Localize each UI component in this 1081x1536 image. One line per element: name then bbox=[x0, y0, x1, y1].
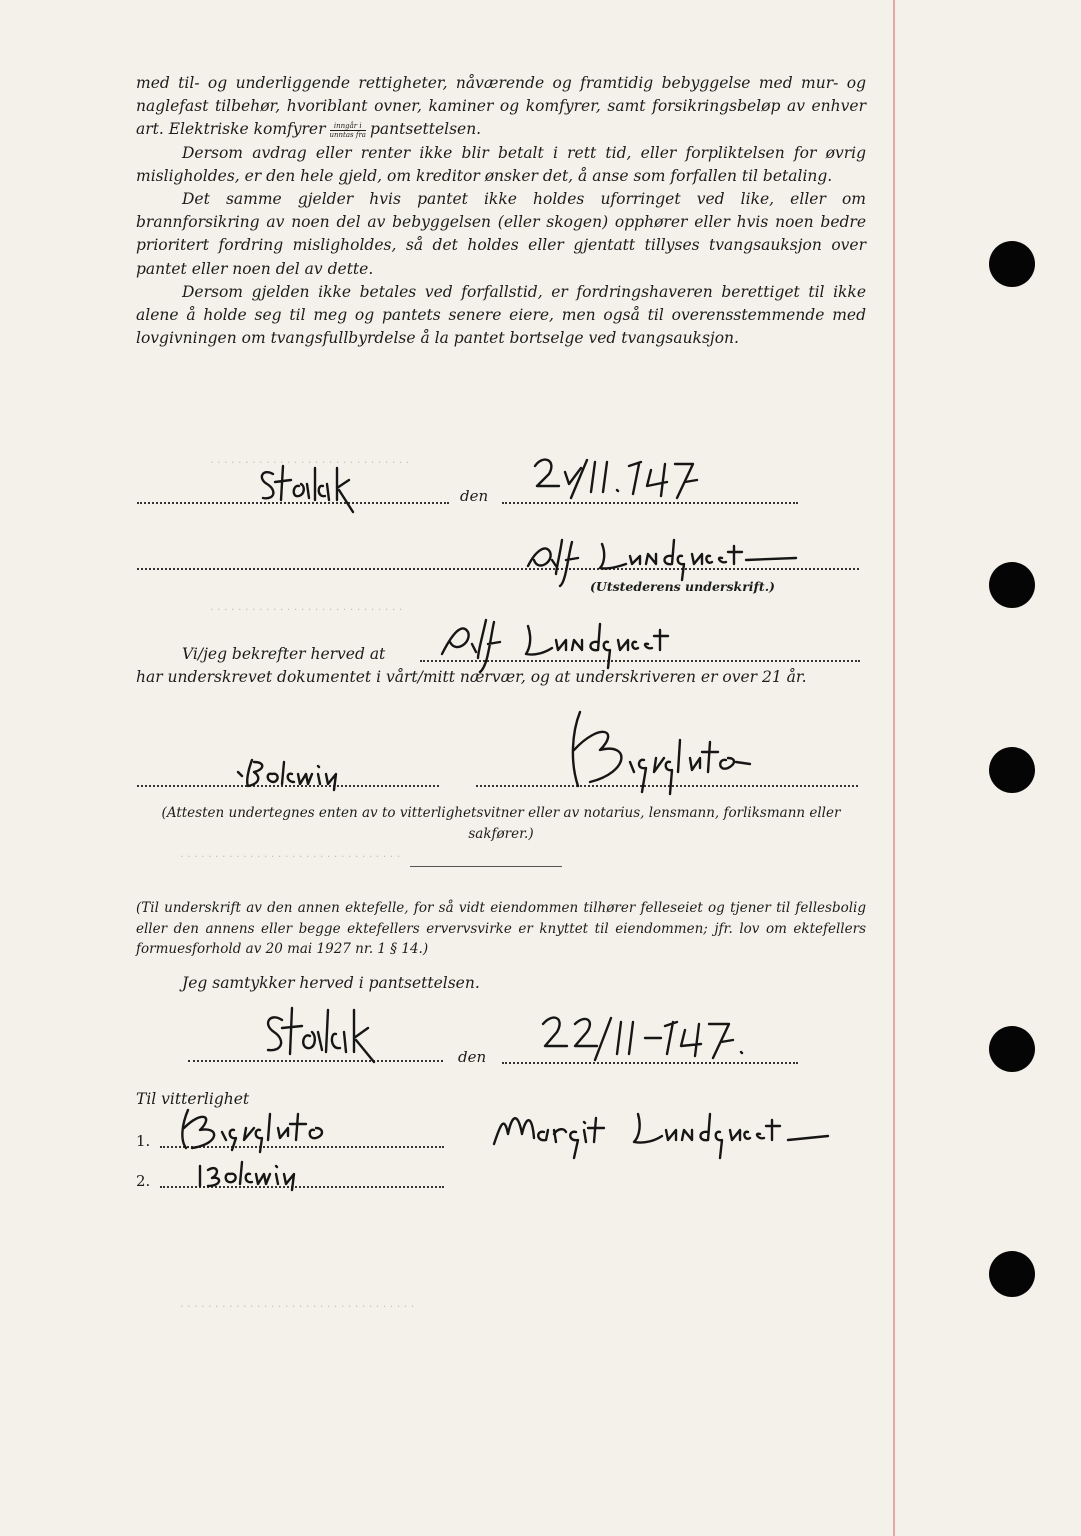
bleed-through: · · · · · · · · · · · · · · · · · · · · · · · · · · · · · bbox=[210, 456, 410, 469]
red-margin-line bbox=[893, 0, 895, 1536]
consent-place-handwriting bbox=[260, 1000, 440, 1066]
punch-hole bbox=[989, 1251, 1035, 1297]
witness-heading: Til vitterlighet bbox=[136, 1090, 250, 1108]
attestation-continuation: har underskrevet dokumentet i vårt/mitt nærvær, og at underskriveren er over 21 år. bbox=[136, 668, 807, 686]
witness2-number: 2. bbox=[136, 1172, 151, 1190]
bleed-through: · · · · · · · · · · · · · · · · · · · · · · · · · · · · · · · · bbox=[180, 850, 401, 863]
issuer-place-handwriting bbox=[255, 456, 405, 516]
clause-text: med til- og underliggende rettigheter, nåværende og framtidig bebyggelse med mur- og naglefast tilbehør, hvoriblant ovner, kaminer og komfyrer, samt forsikringsbeløp av enhver art. Elektriske komfyrer bbox=[136, 74, 866, 139]
den-label: den bbox=[460, 487, 489, 505]
attestation-witness-right bbox=[560, 702, 840, 800]
spouse-signature bbox=[488, 1100, 878, 1164]
clause-default: Dersom avdrag eller renter ikke blir betalt i rett tid, eller forpliktelsen for øvrig misligholdes, er den hele gjeld, om kreditor ønsker det, å anse som forfallen til betaling. bbox=[136, 143, 866, 185]
fraction-top: inngår i bbox=[330, 122, 366, 131]
issuer-date-handwriting bbox=[525, 446, 755, 506]
fraction-bottom: unntas fra bbox=[329, 130, 366, 139]
pledge-terms bbox=[136, 72, 866, 350]
issuer-signature-caption: (Utstederens underskrift.) bbox=[590, 579, 775, 594]
fraction-choice bbox=[330, 122, 366, 139]
attestation-witness-left bbox=[232, 752, 372, 792]
punch-hole bbox=[989, 241, 1035, 287]
clause-maintenance: Det samme gjelder hvis pantet ikke holdes uforringet ved like, eller om brannforsikring av noen del av bebyggelsen (eller skogen) opphører eller hvis noen bedre prioritert fordring misligholdes, så det holdes eller gjentatt tillyses tvangsauksjon over pantet eller noen del av dette. bbox=[136, 190, 866, 278]
consent-den-label: den bbox=[458, 1048, 487, 1066]
punch-hole bbox=[989, 562, 1035, 608]
witness1-number: 1. bbox=[136, 1132, 151, 1150]
bleed-through: · · · · · · · · · · · · · · · · · · · · · · · · · · · · bbox=[210, 603, 403, 616]
spouse-legal-note: (Til underskrift av den annen ektefelle, for så vidt eiendommen tilhører felleseiet og tjener til fellesbolig eller den annens eller begge ektefellers ervervsvirke er knyttet til eiendommen; jfr. lov om ektefellers formuesforhold av 20 mai 1927 nr. 1 § 14.) bbox=[136, 900, 866, 957]
clause-enforcement: Dersom gjelden ikke betales ved forfallstid, er fordringshaveren berettiget til ikke alene å holde seg til meg og pantets senere eiere, men også til overensstemmende med lovgivningen om tvangsfullbyrdelse å la pantet bortselge ved tvangsauksjon. bbox=[136, 282, 866, 348]
separator-rule bbox=[410, 866, 562, 867]
attestation-note: (Attesten undertegnes enten av to vitterlighetsvitner eller av notarius, lensmann, forliksmann eller sakfører.) bbox=[161, 805, 841, 842]
consent-witness1-signature bbox=[174, 1102, 384, 1152]
bleed-through: · · · · · · · · · · · · · · · · · · · · · · · · · · · · · · · · · · bbox=[180, 1300, 415, 1313]
punch-hole bbox=[989, 1026, 1035, 1072]
consent-witness2-signature bbox=[194, 1152, 354, 1192]
attestation-prefix: Vi/jeg bekrefter herved at bbox=[182, 645, 386, 663]
consent-statement: Jeg samtykker herved i pantsettelsen. bbox=[182, 974, 480, 992]
clause-text: pantsettelsen. bbox=[369, 120, 482, 139]
clause-property bbox=[136, 72, 866, 142]
consent-date-handwriting bbox=[535, 1004, 775, 1070]
punch-hole bbox=[989, 747, 1035, 793]
